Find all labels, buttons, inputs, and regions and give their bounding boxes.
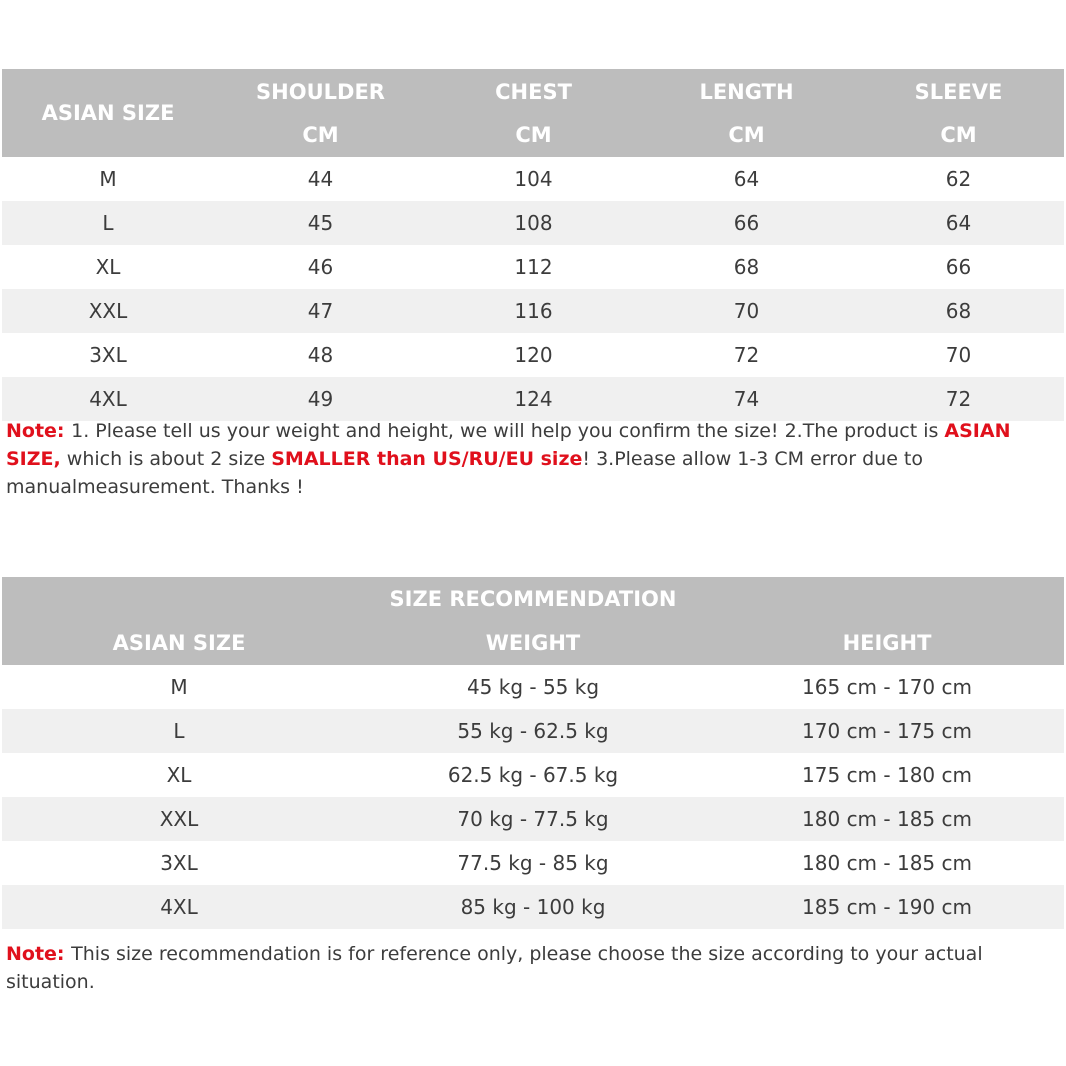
chest-cell: 108 bbox=[427, 201, 640, 245]
header-shoulder: SHOULDER bbox=[256, 80, 385, 104]
size-cell: 3XL bbox=[160, 851, 198, 875]
weight-cell: 45 kg - 55 kg bbox=[466, 675, 600, 699]
size-cell: 4XL bbox=[2, 885, 356, 929]
note-label: Note: bbox=[6, 420, 72, 442]
size-cell: 4XL bbox=[2, 377, 214, 421]
chest-cell: 104 bbox=[514, 167, 553, 191]
size-cell: L bbox=[2, 201, 214, 245]
size-cell: XXL bbox=[2, 289, 214, 333]
chest-cell: 116 bbox=[427, 289, 640, 333]
header-chest-unit: CM bbox=[515, 123, 552, 147]
shoulder-cell: 47 bbox=[214, 289, 427, 333]
header-chest: CHEST bbox=[495, 80, 572, 104]
table-row bbox=[2, 333, 1064, 377]
weight-cell: 62.5 kg - 67.5 kg bbox=[447, 763, 619, 787]
table-row bbox=[2, 885, 1064, 929]
sleeve-cell: 62 bbox=[945, 167, 972, 191]
table-row bbox=[2, 245, 1064, 289]
table-row bbox=[2, 665, 1064, 709]
sleeve-cell: 70 bbox=[945, 343, 972, 367]
length-cell: 66 bbox=[640, 201, 853, 245]
header-length: LENGTH bbox=[699, 80, 794, 104]
size-note bbox=[6, 417, 1062, 501]
size-chart-header-row bbox=[2, 69, 1064, 113]
table-row bbox=[2, 289, 1064, 333]
header-height: HEIGHT bbox=[842, 631, 932, 655]
weight-cell: 70 kg - 77.5 kg bbox=[356, 797, 710, 841]
note-highlight-asian-size: ASIAN SIZE, bbox=[6, 420, 1011, 470]
header-sleeve-unit: CM bbox=[940, 123, 977, 147]
note-text-part1: 1. Please tell us your weight and height, we will help you confirm the size! 2.The product is bbox=[71, 420, 945, 442]
sleeve-cell: 68 bbox=[853, 289, 1064, 333]
header-length-unit: CM bbox=[728, 123, 765, 147]
length-cell: 70 bbox=[640, 289, 853, 333]
note-text: This size recommendation is for reference only, please choose the size according to your actual situation. bbox=[6, 943, 983, 993]
header-asian-size: ASIAN SIZE bbox=[112, 631, 246, 655]
size-cell: XL bbox=[166, 763, 192, 787]
length-cell: 74 bbox=[640, 377, 853, 421]
shoulder-cell: 44 bbox=[307, 167, 334, 191]
recommendation-title: SIZE RECOMMENDATION bbox=[389, 587, 677, 611]
note-highlight-smaller: SMALLER than US/RU/EU size bbox=[271, 448, 583, 470]
length-cell: 68 bbox=[733, 255, 760, 279]
weight-cell: 77.5 kg - 85 kg bbox=[457, 851, 609, 875]
recommendation-title-row bbox=[2, 577, 1064, 621]
size-cell: M bbox=[99, 167, 117, 191]
sleeve-cell: 66 bbox=[945, 255, 972, 279]
shoulder-cell: 48 bbox=[307, 343, 334, 367]
size-chart-table bbox=[2, 69, 1064, 421]
recommendation-header-row bbox=[2, 621, 1064, 665]
weight-cell: 55 kg - 62.5 kg bbox=[356, 709, 710, 753]
shoulder-cell: 49 bbox=[214, 377, 427, 421]
header-shoulder-unit: CM bbox=[302, 123, 339, 147]
size-cell: L bbox=[2, 709, 356, 753]
header-asian-size: ASIAN SIZE bbox=[41, 101, 175, 125]
weight-cell: 85 kg - 100 kg bbox=[356, 885, 710, 929]
length-cell: 72 bbox=[733, 343, 760, 367]
table-row bbox=[2, 709, 1064, 753]
chest-cell: 112 bbox=[514, 255, 553, 279]
size-cell: M bbox=[170, 675, 188, 699]
height-cell: 175 cm - 180 cm bbox=[802, 763, 972, 787]
table-row bbox=[2, 157, 1064, 201]
size-cell: XXL bbox=[2, 797, 356, 841]
chest-cell: 120 bbox=[514, 343, 553, 367]
header-weight: WEIGHT bbox=[485, 631, 581, 655]
height-cell: 185 cm - 190 cm bbox=[710, 885, 1064, 929]
shoulder-cell: 45 bbox=[214, 201, 427, 245]
table-row bbox=[2, 753, 1064, 797]
header-sleeve: SLEEVE bbox=[914, 80, 1003, 104]
shoulder-cell: 46 bbox=[307, 255, 334, 279]
height-cell: 165 cm - 170 cm bbox=[802, 675, 972, 699]
recommendation-note bbox=[6, 940, 1062, 996]
table-row bbox=[2, 377, 1064, 421]
size-cell: 3XL bbox=[89, 343, 127, 367]
sleeve-cell: 64 bbox=[853, 201, 1064, 245]
note-label: Note: bbox=[6, 943, 72, 965]
table-row bbox=[2, 841, 1064, 885]
length-cell: 64 bbox=[733, 167, 760, 191]
height-cell: 180 cm - 185 cm bbox=[802, 851, 972, 875]
sleeve-cell: 72 bbox=[853, 377, 1064, 421]
table-row bbox=[2, 797, 1064, 841]
size-cell: XL bbox=[95, 255, 121, 279]
note-text-part2: which is about 2 size bbox=[60, 448, 272, 470]
height-cell: 170 cm - 175 cm bbox=[710, 709, 1064, 753]
chest-cell: 124 bbox=[427, 377, 640, 421]
note-text-part3: ! 3.Please allow 1-3 CM error due to manualmeasurement. Thanks ! bbox=[6, 448, 924, 498]
table-row bbox=[2, 201, 1064, 245]
size-recommendation-table bbox=[2, 577, 1064, 929]
height-cell: 180 cm - 185 cm bbox=[710, 797, 1064, 841]
